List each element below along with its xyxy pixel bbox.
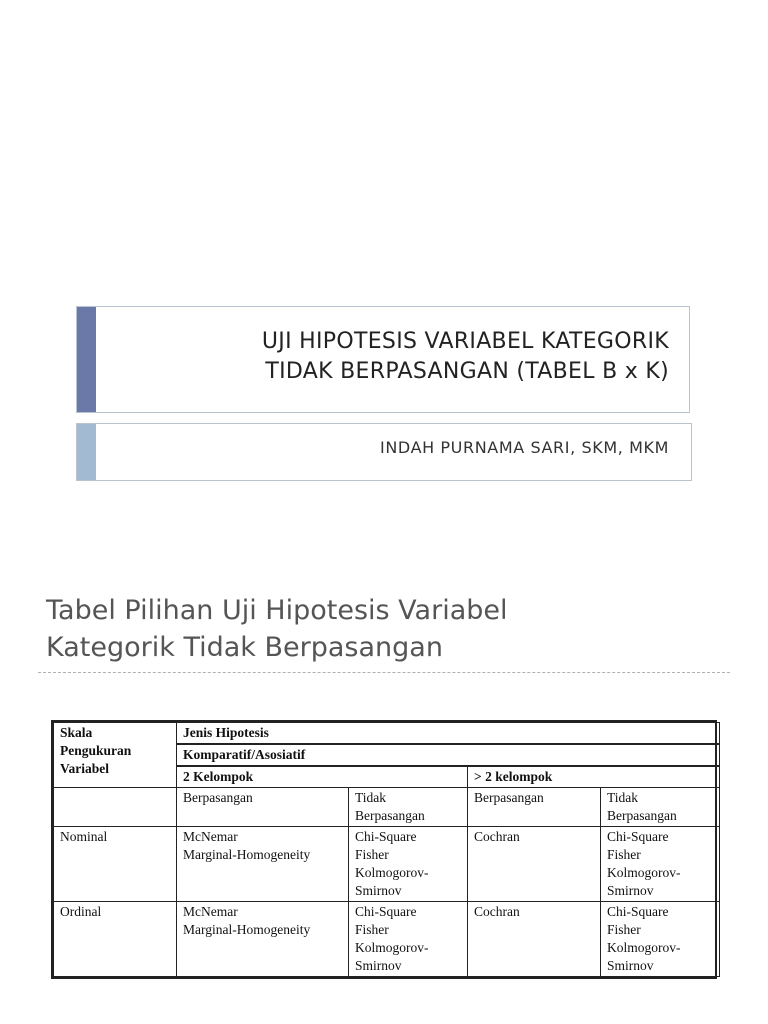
test-name: Smirnov bbox=[607, 883, 654, 898]
author-name: INDAH PURNAMA SARI, SKM, MKM bbox=[380, 438, 669, 457]
test-name: Fisher bbox=[355, 922, 389, 937]
slide-heading bbox=[46, 592, 746, 666]
subheader-line: Tidak bbox=[355, 790, 387, 805]
heading-line-1: Tabel Pilihan Uji Hipotesis Variabel bbox=[46, 595, 508, 626]
subheader-cell bbox=[601, 788, 720, 827]
subheader-cell bbox=[349, 788, 468, 827]
test-name: Chi-Square bbox=[607, 829, 669, 844]
subheader-line: Berpasangan bbox=[183, 790, 253, 805]
test-name: Marginal-Homogeneity bbox=[183, 847, 311, 862]
slide-title bbox=[109, 327, 669, 387]
subheader-line: Berpasangan bbox=[607, 808, 677, 823]
subheader-cell bbox=[468, 788, 601, 827]
test-name: Kolmogorov- bbox=[607, 865, 681, 880]
test-name: Chi-Square bbox=[607, 904, 669, 919]
test-cell bbox=[177, 902, 349, 977]
test-name: Cochran bbox=[474, 829, 520, 844]
test-name: Smirnov bbox=[355, 883, 402, 898]
subtitle-accent-bar bbox=[77, 424, 96, 480]
test-cell bbox=[468, 827, 601, 902]
test-cell bbox=[601, 902, 720, 977]
scale-header-line: Skala bbox=[60, 725, 93, 740]
test-cell bbox=[349, 827, 468, 902]
scale-header-line: Pengukuran bbox=[60, 743, 132, 758]
table-row bbox=[54, 902, 720, 977]
test-name: Fisher bbox=[607, 847, 641, 862]
heading-line-2: Kategorik Tidak Berpasangan bbox=[46, 632, 443, 663]
empty-cell bbox=[54, 788, 177, 827]
test-name: Kolmogorov- bbox=[355, 940, 429, 955]
test-name: Kolmogorov- bbox=[607, 940, 681, 955]
title-accent-bar bbox=[77, 307, 96, 412]
hypothesis-table bbox=[51, 720, 717, 979]
scale-header-cell bbox=[54, 723, 177, 788]
subheader-cell bbox=[177, 788, 349, 827]
test-name: Chi-Square bbox=[355, 829, 417, 844]
title-box bbox=[76, 306, 690, 413]
title-line-1: UJI HIPOTESIS VARIABEL KATEGORIK bbox=[261, 329, 669, 354]
subheader-line: Berpasangan bbox=[355, 808, 425, 823]
jenis-hipotesis-header: Jenis Hipotesis bbox=[177, 723, 720, 745]
scale-cell: Ordinal bbox=[54, 902, 177, 977]
subheader-line: Tidak bbox=[607, 790, 639, 805]
table-row bbox=[54, 827, 720, 902]
test-name: Cochran bbox=[474, 904, 520, 919]
title-line-2: TIDAK BERPASANGAN (TABEL B x K) bbox=[265, 359, 669, 384]
test-name: Smirnov bbox=[355, 958, 402, 973]
test-name: McNemar bbox=[183, 829, 238, 844]
test-name: Chi-Square bbox=[355, 904, 417, 919]
test-name: Smirnov bbox=[607, 958, 654, 973]
scale-header-line: Variabel bbox=[60, 761, 110, 776]
test-cell bbox=[349, 902, 468, 977]
test-name: Fisher bbox=[607, 922, 641, 937]
group-more-header: > 2 kelompok bbox=[468, 766, 720, 788]
heading-divider bbox=[38, 672, 730, 673]
test-name: Kolmogorov- bbox=[355, 865, 429, 880]
komparatif-header: Komparatif/Asosiatif bbox=[177, 744, 720, 766]
test-name: Fisher bbox=[355, 847, 389, 862]
test-name: McNemar bbox=[183, 904, 238, 919]
subheader-line: Berpasangan bbox=[474, 790, 544, 805]
scale-cell: Nominal bbox=[54, 827, 177, 902]
test-cell bbox=[468, 902, 601, 977]
test-cell bbox=[177, 827, 349, 902]
hypothesis-table-grid bbox=[53, 722, 720, 977]
subtitle-box bbox=[76, 423, 692, 481]
test-cell bbox=[601, 827, 720, 902]
test-name: Marginal-Homogeneity bbox=[183, 922, 311, 937]
group-2-header: 2 Kelompok bbox=[177, 766, 468, 788]
